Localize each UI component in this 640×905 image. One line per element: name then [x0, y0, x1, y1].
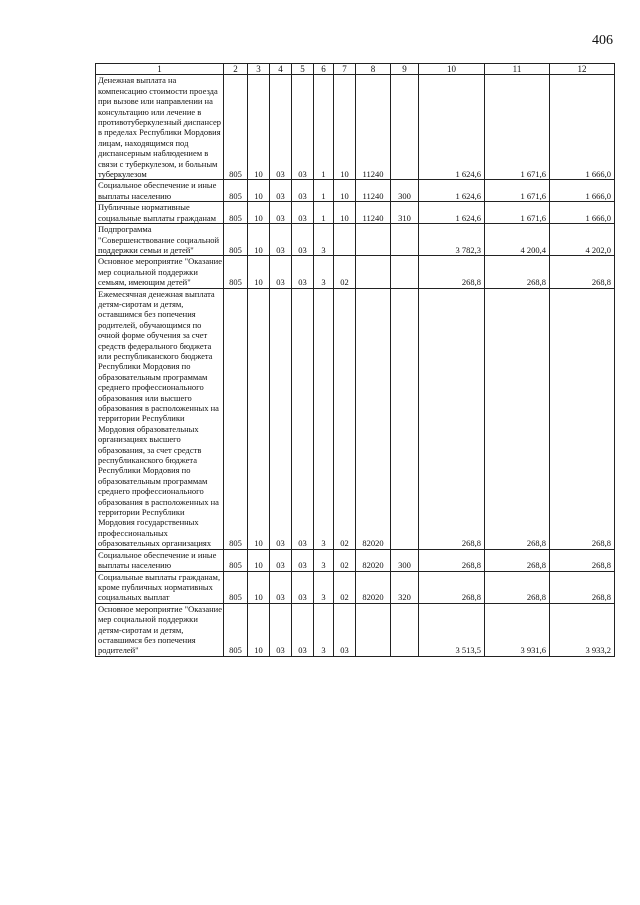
amount-cell: 1 624,6 — [419, 202, 485, 224]
code-cell: 3 — [314, 571, 334, 603]
code-cell: 10 — [248, 75, 270, 180]
column-header: 9 — [391, 64, 419, 75]
amount-cell: 1 624,6 — [419, 75, 485, 180]
code-cell: 805 — [224, 224, 248, 256]
amount-cell: 268,8 — [419, 549, 485, 571]
code-cell: 1 — [314, 75, 334, 180]
code-cell — [391, 75, 419, 180]
code-cell — [391, 224, 419, 256]
code-cell: 3 — [314, 549, 334, 571]
code-cell: 10 — [334, 75, 356, 180]
code-cell: 03 — [292, 75, 314, 180]
code-cell — [334, 224, 356, 256]
amount-cell: 1 666,0 — [550, 75, 615, 180]
amount-cell: 4 200,4 — [485, 224, 550, 256]
code-cell: 03 — [292, 256, 314, 288]
code-cell: 805 — [224, 75, 248, 180]
amount-cell: 268,8 — [550, 571, 615, 603]
item-name: Подпрограмма "Совершенствование социальной поддержки семьи и детей" — [96, 224, 224, 256]
amount-cell: 3 513,5 — [419, 603, 485, 656]
code-cell: 03 — [292, 224, 314, 256]
code-cell: 10 — [248, 549, 270, 571]
table-row — [96, 75, 615, 180]
code-cell: 03 — [270, 549, 292, 571]
code-cell: 03 — [292, 571, 314, 603]
amount-cell: 1 624,6 — [419, 180, 485, 202]
amount-cell: 268,8 — [550, 549, 615, 571]
table-row — [96, 202, 615, 224]
amount-cell: 1 671,6 — [485, 202, 550, 224]
item-name: Социальное обеспечение и иные выплаты населению — [96, 180, 224, 202]
code-cell: 805 — [224, 571, 248, 603]
amount-cell: 268,8 — [419, 256, 485, 288]
code-cell: 805 — [224, 288, 248, 549]
code-cell: 300 — [391, 180, 419, 202]
code-cell: 10 — [248, 288, 270, 549]
code-cell: 03 — [270, 288, 292, 549]
column-header: 4 — [270, 64, 292, 75]
code-cell: 3 — [314, 256, 334, 288]
code-cell: 03 — [292, 202, 314, 224]
code-cell: 03 — [292, 549, 314, 571]
code-cell: 02 — [334, 288, 356, 549]
code-cell: 10 — [248, 180, 270, 202]
table-row — [96, 224, 615, 256]
code-cell: 320 — [391, 571, 419, 603]
column-header: 6 — [314, 64, 334, 75]
item-name: Денежная выплата на компенсацию стоимости проезда при вызове или направлении на консультацию или лечение в противотуберкулезный диспансер в пределах Республики Мордовия лицам, находящимся под диспансерным наблюдением в связи с туберкулезом, и больным туберкулезом — [96, 75, 224, 180]
code-cell — [391, 256, 419, 288]
amount-cell: 268,8 — [485, 571, 550, 603]
item-name: Социальное обеспечение и иные выплаты населению — [96, 549, 224, 571]
amount-cell: 268,8 — [550, 288, 615, 549]
code-cell — [391, 603, 419, 656]
amount-cell: 1 671,6 — [485, 180, 550, 202]
table-row — [96, 180, 615, 202]
column-header: 12 — [550, 64, 615, 75]
code-cell: 10 — [248, 256, 270, 288]
page-number: 406 — [592, 33, 613, 48]
table-row — [96, 256, 615, 288]
code-cell: 11240 — [356, 75, 391, 180]
table-header-row — [96, 64, 615, 75]
code-cell: 03 — [270, 256, 292, 288]
table-row — [96, 549, 615, 571]
code-cell — [391, 288, 419, 549]
item-name: Социальные выплаты гражданам, кроме публичных нормативных социальных выплат — [96, 571, 224, 603]
code-cell: 10 — [248, 224, 270, 256]
code-cell: 03 — [270, 75, 292, 180]
item-name: Публичные нормативные социальные выплаты гражданам — [96, 202, 224, 224]
amount-cell: 268,8 — [485, 288, 550, 549]
item-name: Ежемесячная денежная выплата детям-сиротам и детям, оставшимся без попечения родителей, обучающимся по очной форме обучения за счет средств федерального бюджета или республиканского бюджета Республики Мордовия по образовательным программам среднего профессионального образования или высшего образования в расположенных на территории Республики Мордовия образовательных организациях высшего образования, за счет средств республиканского бюджета Республики Мордовия по образовательным программам среднего профессионального образования в расположенных на территории Республики Мордовия государственных профессиональных образовательных организациях — [96, 288, 224, 549]
column-header: 5 — [292, 64, 314, 75]
code-cell: 805 — [224, 603, 248, 656]
code-cell: 03 — [292, 180, 314, 202]
amount-cell: 3 933,2 — [550, 603, 615, 656]
code-cell: 03 — [270, 180, 292, 202]
column-header: 8 — [356, 64, 391, 75]
code-cell: 805 — [224, 549, 248, 571]
code-cell: 03 — [270, 603, 292, 656]
code-cell: 03 — [270, 571, 292, 603]
column-header: 11 — [485, 64, 550, 75]
amount-cell: 268,8 — [419, 571, 485, 603]
code-cell: 03 — [292, 603, 314, 656]
code-cell — [356, 256, 391, 288]
table-row — [96, 603, 615, 656]
item-name: Основное мероприятие "Оказание мер социальной поддержки детям-сиротам и детям, оставшимся без попечения родителей" — [96, 603, 224, 656]
amount-cell: 268,8 — [485, 256, 550, 288]
amount-cell: 268,8 — [485, 549, 550, 571]
code-cell: 805 — [224, 256, 248, 288]
column-header: 2 — [224, 64, 248, 75]
code-cell: 10 — [334, 180, 356, 202]
table-row — [96, 288, 615, 549]
code-cell: 11240 — [356, 180, 391, 202]
code-cell: 300 — [391, 549, 419, 571]
budget-table — [95, 63, 615, 657]
column-header: 7 — [334, 64, 356, 75]
amount-cell: 268,8 — [550, 256, 615, 288]
code-cell: 1 — [314, 202, 334, 224]
code-cell: 10 — [248, 571, 270, 603]
code-cell: 310 — [391, 202, 419, 224]
column-header: 10 — [419, 64, 485, 75]
code-cell: 02 — [334, 571, 356, 603]
code-cell: 3 — [314, 288, 334, 549]
table-row — [96, 571, 615, 603]
code-cell: 1 — [314, 180, 334, 202]
code-cell: 03 — [270, 202, 292, 224]
code-cell: 82020 — [356, 549, 391, 571]
code-cell: 82020 — [356, 288, 391, 549]
code-cell: 82020 — [356, 571, 391, 603]
code-cell: 03 — [334, 603, 356, 656]
code-cell: 805 — [224, 202, 248, 224]
column-header: 3 — [248, 64, 270, 75]
code-cell: 10 — [334, 202, 356, 224]
code-cell — [356, 603, 391, 656]
code-cell: 3 — [314, 603, 334, 656]
code-cell: 02 — [334, 549, 356, 571]
code-cell: 10 — [248, 603, 270, 656]
code-cell: 10 — [248, 202, 270, 224]
amount-cell: 1 666,0 — [550, 180, 615, 202]
code-cell — [356, 224, 391, 256]
amount-cell: 1 666,0 — [550, 202, 615, 224]
code-cell: 3 — [314, 224, 334, 256]
code-cell: 02 — [334, 256, 356, 288]
amount-cell: 268,8 — [419, 288, 485, 549]
column-header: 1 — [96, 64, 224, 75]
code-cell: 805 — [224, 180, 248, 202]
code-cell: 11240 — [356, 202, 391, 224]
amount-cell: 1 671,6 — [485, 75, 550, 180]
code-cell: 03 — [292, 288, 314, 549]
item-name: Основное мероприятие "Оказание мер социальной поддержки семьям, имеющим детей" — [96, 256, 224, 288]
amount-cell: 3 782,3 — [419, 224, 485, 256]
amount-cell: 4 202,0 — [550, 224, 615, 256]
code-cell: 03 — [270, 224, 292, 256]
amount-cell: 3 931,6 — [485, 603, 550, 656]
